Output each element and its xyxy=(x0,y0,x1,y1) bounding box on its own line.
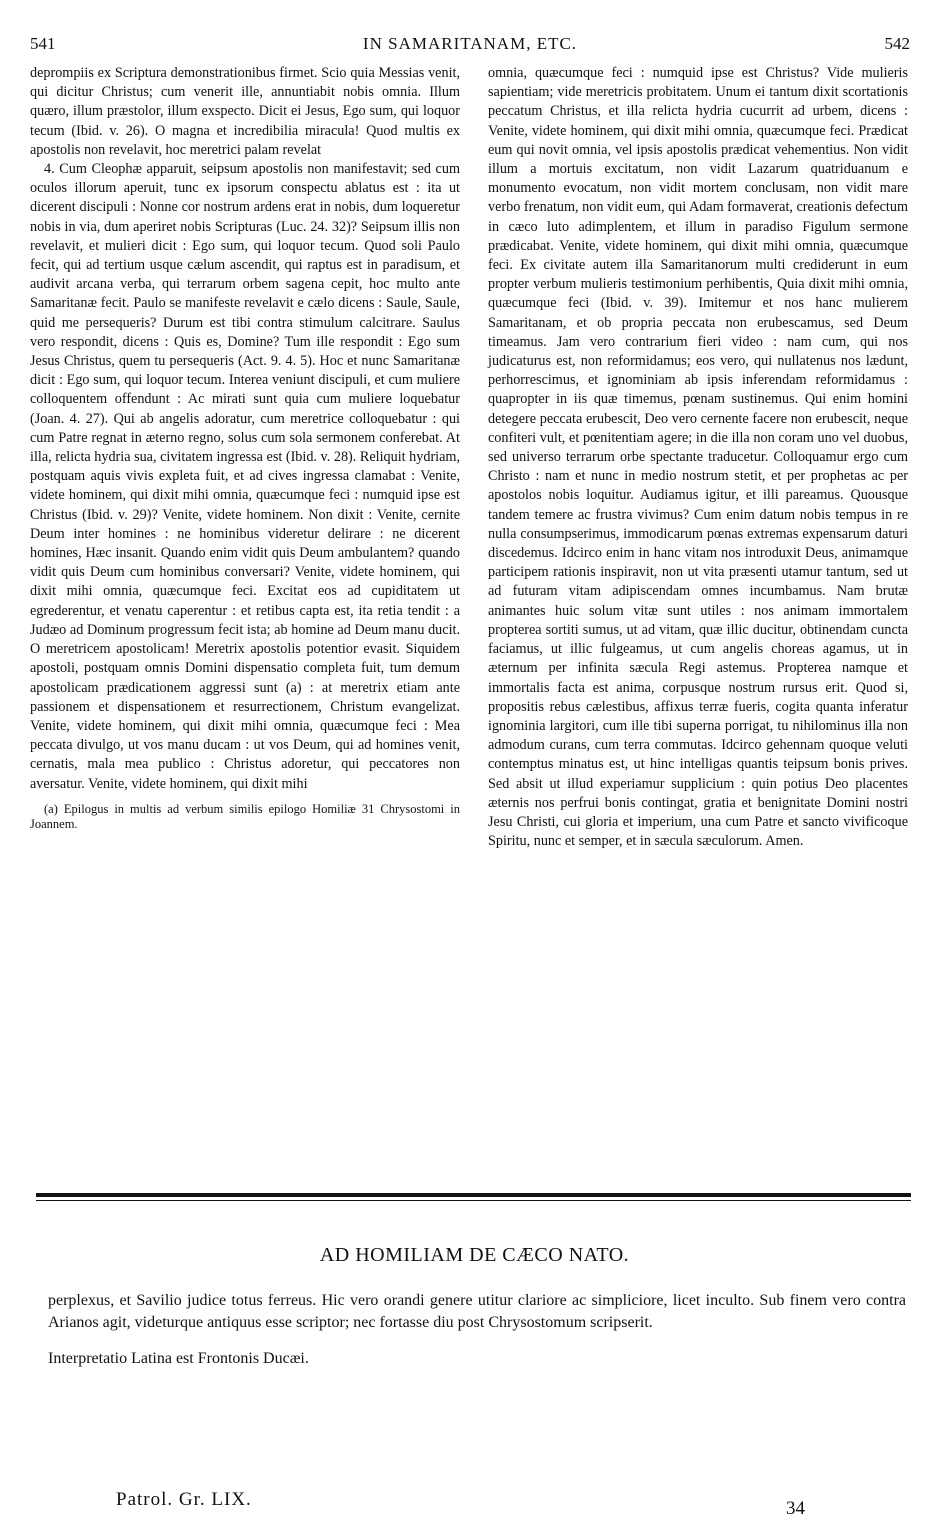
running-header xyxy=(30,34,910,56)
section-title: AD HOMILIAM DE CÆCO NATO. xyxy=(319,1244,630,1266)
section-divider-thin xyxy=(36,1200,911,1201)
left-paragraph-1: deprompiis ex Scriptura demonstrationibus firmet. Scio quia Messias venit, qui dicitur Christus; cum venerit ille, annuntiabit nobis omnia. Illum quæro, illum præstolor, illum exspecto. Dicit ei Jesus, Ego sum, qui loquor tecum (Ibid. v. 26). O magna et incredibilia miracula! Quod multis ex apostolis non revelavit, hoc meretrici palam revelat xyxy=(30,65,460,158)
intro-paragraph: perplexus, et Savilio judice totus ferreus. Hic vero orandi genere utitur clariore ac simpliciore, licet inculto. Sub finem vero contra Arianos agit, videturque antiquus esse scriptor; nec fortasse diu post Chrysostomum scripserit. xyxy=(48,1292,906,1331)
section-intro xyxy=(48,1290,906,1370)
right-column xyxy=(488,64,908,851)
translation-credit: Interpretatio Latina est Frontonis Ducæi. xyxy=(48,1350,309,1367)
page-number-right: 542 xyxy=(884,34,910,53)
footer-series: Patrol. Gr. LIX. xyxy=(116,1489,252,1510)
footer-signature: 34 xyxy=(786,1498,805,1519)
left-paragraph-2: 4. Cum Cleophæ apparuit, seipsum apostolis non manifestavit; sed cum oculos illorum aperuit, tunc ex ipsorum conspectu ablatus est : ita ut dicerent discipuli : Nonne cor nostrum ardens erat in nobis, dum loqueretur nobis in via, dum aperiret nobis Scripturas (Luc. 24. 32)? Seipsum illis non revelavit, et mulieri dicit : Ego sum, qui loquor tecum. Quod soli Paulo fecit, qui ad tertium usque cælum ascendit, qui raptus est in paradisum, et audivit arcana verba, qui terrarum orbem sagena cepit, hoc multo ante Samaritanæ fecit. Paulo se manifeste revelavit e cælo dicens : Saule, Saule, quid me persequeris? Durum est tibi contra stimulum calcitrare. Saulus vero respondit, dicens : Quis es, Domine? Tum ille respondit : Ego sum Jesus Christus, quem tu persequeris (Act. 9. 4. 5). Hoc et nunc Samaritanæ dicit : Ego sum, qui loquor tecum. Interea veniunt discipuli, et cum muliere colloquentem offendunt : Ac mirati sunt quia cum muliere loquebatur (Joan. 4. 27). Qui ab angelis adoratur, cum meretrice colloquebatur : qui cum Patre regnat in æterno regno, solus cum sola sermonem conferebat. At illa, relicta hydria sua, civitatem ingressa est (Ibid. v. 28). Reliquit hydriam, postquam aquis vivis expleta fuit, et ad cives ingressa clamabat : Venite, videte hominem, qui dixit mihi omnia, quæcumque feci : numquid ipse est Christus (Ibid. v. 29)? Venite, videte hominem. Non dixit : Venite, cernite Deum inter homines : ne hominibus videretur delirare : ne dicerent homines, Hæc insanit. Quando enim vidit quis Deum ambulantem? quando vidit quis Deum cum hominibus conversari? Venite, videte hominem, qui dixit mihi omnia, quæcumque feci. Excitat eos ad cupiditatem ut egrederentur, et venatu caperentur : et retibus capta est, ita retia tendit : a Judæo ad Dominum progressum fecit ista; ab homine ad Deum manu ducit. O meretricem apostolicam! Meretrix apostolis potentior evasit. Siquidem apostoli, postquam omnis Domini dispensatio completa fuit, tum demum apostolicam prædicationem aggressi sunt (a) : at meretrix etiam ante passionem et dispensationem et resurrectionem, Christum evangelizat. Venite, videte hominem, qui dixit mihi omnia, quæcumque feci : Mea peccata divulgo, ut vos manu ducam : ut vos Deum, qui ad homines venit, cernatis, mala mea publico : Christus adoretur, qui peccatores non aversatur. Venite, videte hominem, qui dixit mihi xyxy=(30,161,460,792)
right-paragraph-1: omnia, quæcumque feci : numquid ipse est Christus? Vide mulieris sapientiam; vide meretricis probitatem. Unum ei tantum dixit scortationis peccatum Christus, et illa relicta hydria cucurrit ad urbem, dicens : Venite, videte hominem, qui dixit mihi omnia, quæcumque feci. Prædicat eum qui novit omnia, vel ipsis apostolis prædicat vehementius. Non vidit illum a mortuis excitatum, non vidit Lazarum quatriduanum e monumento evocatum, non vidit mortem conclusam, non vidit mare verbo frenatum, non vidit eum, qui Adam formaverat, creationis defectum in cæco luto adimplentem, et illum in paradiso Figulum sermone prædicabat. Venite, videte hominem, qui dixit mihi omnia, quæcumque feci. Ex civitate autem illa Samaritanorum multi crediderunt in eum propter verbum mulieris testimonium perhibentis, Quia dixit mihi omnia, quæcumque feci (Ibid. v. 39). Imitemur et nos hanc mulierem Samaritanam, et ob propria peccata non erubescamus, sed Deum timeamus. Jam vero contrarium fieri video : nam cum, qui nos judicaturus est, non reformidamus; eos vero, qui nullatenus nos lædunt, perhorrescimus, et ignominiam ab ipsis inferendam reformidamus : quapropter in iis quæ timemus, pœnam sustinemus. Qui enim homini detegere peccata erubescit, Deo vero cernente facere non erubescit, neque confiteri vult, et pœnitentiam agere; in die illa non coram uno vel duobus, sed universo terrarum orbe spectante traducetur. Colloquamur ergo cum Christo : nam et nunc in medio nostrum stetit, et per prophetas ac per apostolos nobis loquitur. Audiamus igitur, et illi pareamus. Quousque tandem temere ac frustra vivimus? Cum enim datum nobis tempus in re nulla consumpserimus, immodicarum pœnas extremas expensarum daturi discedemus. Idcirco enim in hanc vitam nos introduxit Deus, animamque participem rationis inspiravit, non ut vita præsenti utamur tantum, sed ut ad futuram vitam adipiscendam omnes incumbamus. Nam brutæ animantes huic solum vitæ sunt utiles : nos animam immortalem propterea sortiti sumus, ut ad vitam, quæ illic ducitur, obtinendam cuncta faciamus, ut illic fulgeamus, ut cum angelis choreas agamus, ut in æternum per infinita sæcula Regi astemus. Propterea namque et immortalis facta est anima, corpusque nostrum rursus erit. Quod si, propositis rebus cælestibus, affixus terræ fueris, cogita quanta inferatur ignominia largitori, cum ille tibi superna porrigat, tu nihilominus illa non admodum curans, cum terra commutas. Idcirco gehennam quoque veluti contemptus minatus est, ut hinc intelligas quantis teipsum bonis prives. Sed absit ut illud experiamur supplicium : quin potius Deo placentes æternis nos perfrui bonis contingat, gratia et benignitate Domini nostri Jesu Christi, cui gloria et imperium, una cum Patre et sancto vivificoque Spiritu, nunc et semper, et in sæcula sæculorum. Amen. xyxy=(488,65,908,850)
left-column xyxy=(30,64,460,832)
section-divider-thick xyxy=(36,1193,911,1197)
running-title: IN SAMARITANAM, ETC. xyxy=(362,34,578,53)
footnote: (a) Epilogus in multis ad verbum similis epilogo Homiliæ 31 Chrysostomi in Joannem. xyxy=(30,801,460,831)
page-number-left: 541 xyxy=(30,34,56,53)
